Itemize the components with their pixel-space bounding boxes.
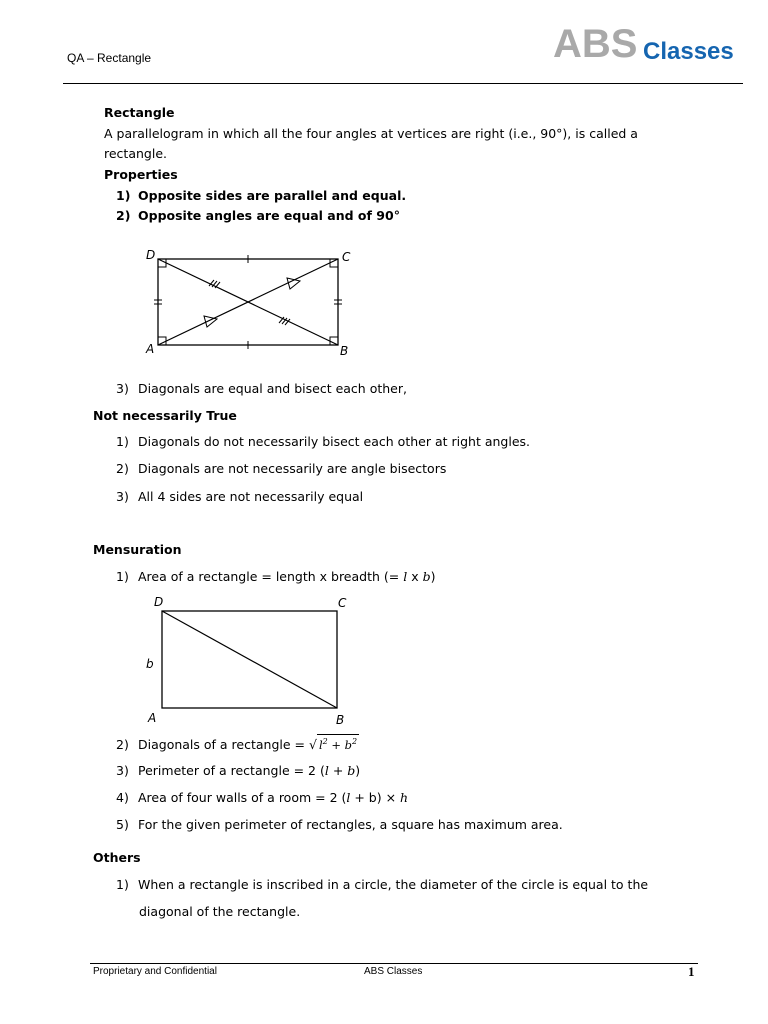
- rectangle-area-figure: [140, 592, 360, 727]
- item-text: Perimeter of a rectangle = 2 (: [138, 763, 325, 778]
- item-text: All 4 sides are not necessarily equal: [138, 489, 364, 504]
- definition-line-2: rectangle.: [104, 146, 167, 161]
- header-title: QA – Rectangle: [67, 51, 152, 65]
- diagonal-db: [162, 611, 337, 708]
- others-item-1-line-2: diagonal of the rectangle.: [139, 904, 301, 919]
- vertex-label-b: B: [336, 713, 345, 727]
- definition-line-1: A parallelogram in which all the four angles at vertices are right (i.e., 90°), is called a: [104, 126, 638, 141]
- property-item-3: [116, 379, 407, 399]
- vertex-label-d: D: [154, 595, 164, 609]
- item-num: 2): [116, 461, 129, 476]
- var-b: b: [344, 737, 353, 752]
- footer-center-text: ABS Classes: [364, 966, 423, 977]
- properties-heading: Properties: [104, 167, 178, 182]
- item-text: Diagonals do not necessarily bisect each other at right angles.: [138, 434, 530, 449]
- others-item-1: [116, 875, 648, 895]
- item-text: Diagonals of a rectangle =: [138, 736, 309, 752]
- times-sign: x: [407, 569, 423, 584]
- item-num: 2): [116, 736, 129, 752]
- vertex-label-b: B: [340, 344, 349, 358]
- item-num: 1): [116, 877, 129, 892]
- plus-sign: +: [328, 763, 348, 778]
- header-divider: [63, 83, 743, 84]
- close-paren: ): [355, 763, 361, 778]
- sqrt-expression: [317, 734, 359, 752]
- property-item-2: [116, 206, 400, 226]
- var-b: b: [347, 763, 356, 778]
- sqrt-symbol: √: [308, 736, 317, 752]
- item-text: Area of a rectangle = length x breadth (=: [138, 569, 404, 584]
- page-number: 1: [688, 964, 695, 979]
- others-heading: Others: [93, 850, 141, 865]
- var-l: l: [346, 790, 351, 805]
- item-text: Area of four walls of a room = 2 (: [138, 790, 347, 805]
- item-num: 1): [116, 569, 129, 584]
- item-num: 4): [116, 790, 129, 805]
- close-paren: ): [430, 569, 436, 584]
- property-num: 2): [116, 208, 131, 223]
- var-l: l: [324, 763, 329, 778]
- vertex-label-d: D: [146, 248, 156, 262]
- mensuration-item-1: [116, 567, 435, 587]
- var-l: l: [403, 569, 408, 584]
- abs-classes-logo: [553, 22, 753, 66]
- not-necessarily-true-heading: Not necessarily True: [93, 408, 237, 423]
- vertex-label-a: A: [148, 711, 157, 725]
- item-num: 3): [116, 763, 129, 778]
- var-h: h: [400, 790, 409, 805]
- item-text: When a rectangle is inscribed in a circle, the diameter of the circle is equal to the: [138, 877, 649, 892]
- plus-sign: +: [327, 737, 345, 752]
- logo-abs-text: ABS: [553, 22, 638, 66]
- var-l: l: [318, 737, 323, 752]
- triple-tick-upper: [209, 280, 220, 288]
- mensuration-item-3: [116, 761, 360, 781]
- not-true-item-1: [116, 432, 530, 452]
- item-num: 3): [116, 489, 129, 504]
- var-b: b: [422, 569, 431, 584]
- property-text: Opposite angles are equal and of 90°: [138, 208, 400, 223]
- mensuration-item-4: [116, 788, 408, 808]
- exponent: 2: [322, 737, 328, 746]
- property-item-1: [116, 186, 406, 206]
- item-num: 1): [116, 434, 129, 449]
- vertex-label-c: C: [338, 596, 347, 610]
- rectangle-diagonals-figure: [140, 245, 370, 365]
- vertex-label-c: C: [342, 250, 351, 264]
- mensuration-item-2: [116, 734, 359, 755]
- property-text: Diagonals are equal and bisect each other,: [138, 381, 407, 396]
- property-text: Opposite sides are parallel and equal.: [138, 188, 407, 203]
- item-num: 5): [116, 817, 129, 832]
- item-text: For the given perimeter of rectangles, a square has maximum area.: [138, 817, 563, 832]
- side-label-b: b: [146, 657, 154, 671]
- vertex-label-a: A: [146, 342, 155, 356]
- footer-left-text: Proprietary and Confidential: [93, 966, 217, 977]
- mensuration-heading: Mensuration: [93, 542, 182, 557]
- property-num: 3): [116, 381, 129, 396]
- triangle-mark-upper: [287, 278, 300, 289]
- mid-text: + b) ×: [350, 790, 401, 805]
- section-heading-rectangle: Rectangle: [104, 105, 175, 120]
- property-num: 1): [116, 188, 131, 203]
- exponent: 2: [352, 737, 358, 746]
- not-true-item-2: [116, 459, 446, 479]
- item-text: Diagonals are not necessarily are angle bisectors: [138, 461, 447, 476]
- not-true-item-3: [116, 487, 363, 507]
- mensuration-item-5: [116, 815, 563, 835]
- logo-classes-text: Classes: [643, 38, 734, 65]
- footer-divider: [90, 963, 698, 964]
